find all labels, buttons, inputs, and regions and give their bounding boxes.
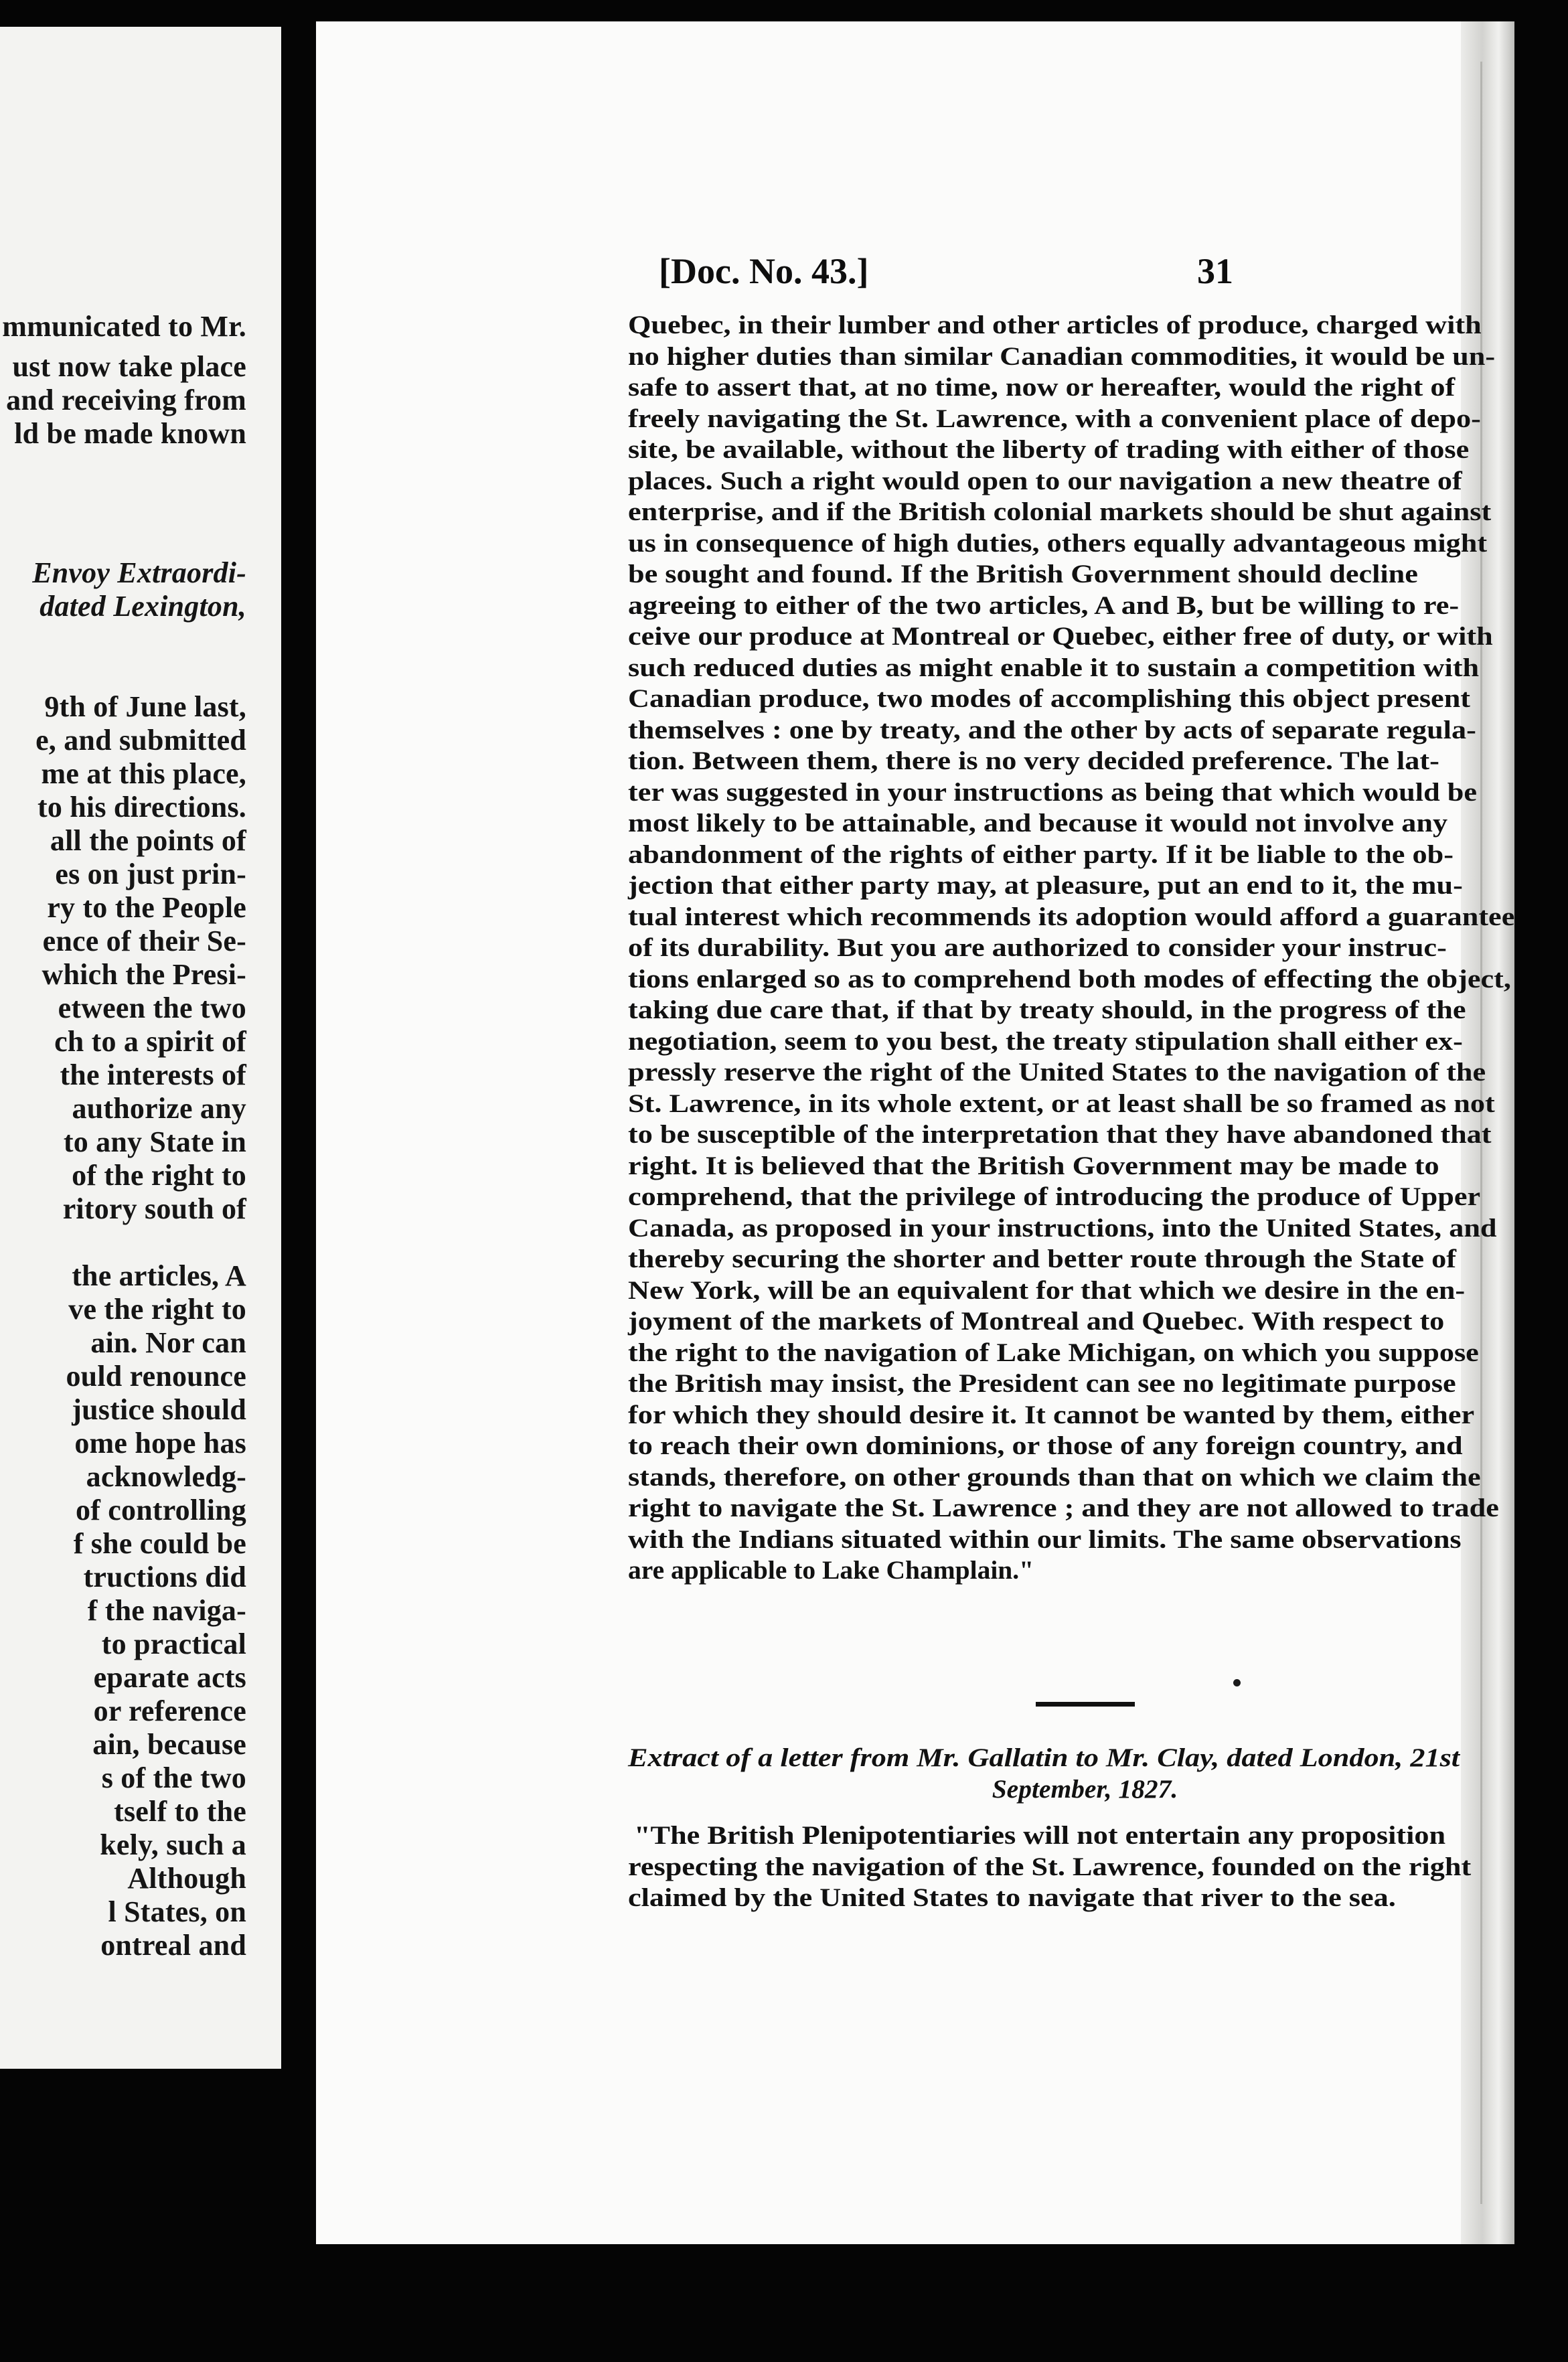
body-line — [316, 1056, 1514, 1088]
left-page-text-fragment: to his directions. — [37, 791, 246, 823]
body-line — [316, 465, 1514, 497]
body-line — [316, 807, 1514, 839]
extract-heading-line — [316, 1774, 1514, 1805]
body-line — [316, 1368, 1514, 1399]
left-page-text-fragment: ve the right to — [68, 1293, 246, 1326]
body-line — [316, 932, 1514, 963]
body-line — [316, 1399, 1514, 1431]
body-line-text: jection that either party may, at pleasure, put an end to it, the mu- — [628, 870, 1463, 900]
body-line-text: abandonment of the rights of either party. If it be liable to the ob- — [628, 839, 1454, 869]
left-page-text-fragment: etween the two — [58, 992, 246, 1024]
extract-heading-text: Extract of a letter from Mr. Gallatin to Mr. Clay, dated London, 21st — [628, 1743, 1460, 1772]
running-header — [316, 250, 1514, 297]
right-page — [316, 21, 1514, 2244]
left-page — [0, 27, 283, 2069]
left-page-text-fragment: kely, such a — [100, 1828, 246, 1861]
body-line-text: tions enlarged so as to comprehend both modes of effecting the object, — [628, 963, 1511, 994]
page-number: 31 — [1197, 251, 1233, 291]
body-line — [316, 901, 1514, 933]
body-line — [316, 1181, 1514, 1212]
left-page-text-fragment: ence of their Se- — [42, 925, 246, 957]
body-line — [316, 496, 1514, 528]
body-line — [316, 1243, 1514, 1275]
body-line-text: of its durability. But you are authorized to consider your instruc- — [628, 933, 1447, 962]
body-line-text: safe to assert that, at no time, now or hereafter, would the right of — [628, 372, 1456, 402]
body-line — [316, 1026, 1514, 1057]
left-page-text-fragment: tructions did — [83, 1561, 246, 1593]
extract-body-line-text: respecting the navigation of the St. Lawrence, founded on the right — [628, 1851, 1472, 1881]
left-page-text-fragment: to practical — [101, 1628, 246, 1660]
body-line-text: ter was suggested in your instructions as being that which would be — [628, 777, 1477, 807]
body-line — [316, 1275, 1514, 1306]
extract-heading — [316, 1742, 1514, 1804]
body-line — [316, 714, 1514, 746]
body-line — [316, 1462, 1514, 1493]
body-line-text: joyment of the markets of Montreal and Quebec. With respect to — [628, 1306, 1445, 1336]
body-line-text: tion. Between them, there is no very decided preference. The lat- — [628, 746, 1439, 775]
body-line — [316, 870, 1514, 901]
body-line — [316, 1492, 1514, 1524]
body-line-text: right to navigate the St. Lawrence ; and they are not allowed to trade — [628, 1493, 1499, 1522]
left-page-text-fragment: ld be made known — [14, 417, 246, 450]
body-line — [316, 528, 1514, 559]
body-line-text: the right to the navigation of Lake Michigan, on which you suppose — [628, 1337, 1479, 1367]
extract-heading-line — [316, 1742, 1514, 1774]
body-line-text: site, be available, without the liberty of trading with either of those — [628, 435, 1470, 464]
left-page-text-fragment: ry to the People — [47, 891, 246, 924]
body-line-text: Canadian produce, two modes of accomplishing this object present — [628, 684, 1471, 713]
body-line-text: places. Such a right would open to our navigation a new theatre of — [628, 465, 1462, 495]
body-line-text: agreeing to either of the two articles, A and B, but be willing to re- — [628, 590, 1460, 620]
left-page-text-fragment: to any State in — [63, 1125, 246, 1158]
body-line-text: the British may insist, the President can see no legitimate purpose — [628, 1368, 1456, 1398]
left-page-text-fragment: authorize any — [72, 1092, 246, 1125]
left-page-text-fragment: f she could be — [73, 1527, 246, 1560]
extract-heading-text: September, 1827. — [992, 1774, 1178, 1804]
left-page-text-fragment: 9th of June last, — [44, 690, 246, 723]
body-line — [316, 403, 1514, 435]
body-line-text: most likely to be attainable, and because it would not involve any — [628, 808, 1448, 838]
body-line — [316, 963, 1514, 995]
left-page-text-fragment: f the naviga- — [87, 1594, 246, 1627]
body-line-text: pressly reserve the right of the United States to the navigation of the — [628, 1057, 1486, 1087]
body-line-text: themselves : one by treaty, and the other by acts of separate regula- — [628, 714, 1476, 744]
left-page-text-fragment: ritory south of — [62, 1192, 246, 1225]
left-page-text-fragment: the interests of — [60, 1058, 246, 1091]
body-line — [316, 372, 1514, 403]
body-line-text: enterprise, and if the British colonial markets should be shut against — [628, 497, 1492, 526]
body-line-text: St. Lawrence, in its whole extent, or at least shall be so framed as not — [628, 1088, 1495, 1118]
body-line-text: comprehend, that the privilege of introducing the produce of Upper — [628, 1182, 1481, 1211]
left-page-text-fragment: e, and submitted — [35, 724, 246, 757]
body-line — [316, 590, 1514, 621]
body-line-text: to reach their own dominions, or those of any foreign country, and — [628, 1431, 1463, 1460]
left-page-text-fragment: ain, because — [92, 1728, 246, 1761]
left-page-text-fragment: and receiving from — [6, 384, 246, 416]
body-line-text: ceive our produce at Montreal or Quebec, either free of duty, or with — [628, 621, 1493, 651]
left-page-text-fragment: the articles, A — [72, 1259, 246, 1292]
body-line-text: freely navigating the St. Lawrence, with a convenient place of depo- — [628, 403, 1481, 433]
body-line-text: for which they should desire it. It cannot be wanted by them, either — [628, 1399, 1475, 1429]
left-page-text-fragment: Although — [127, 1862, 246, 1895]
left-page-text-fragment: which the Presi- — [42, 958, 246, 991]
left-page-text-fragment: Envoy Extraordi- — [32, 556, 246, 589]
left-page-text-fragment: mmunicated to Mr. — [2, 310, 246, 343]
left-page-text-fragment: justice should — [72, 1393, 246, 1426]
body-line — [316, 1306, 1514, 1337]
body-line-text: thereby securing the shorter and better route through the State of — [628, 1244, 1456, 1273]
left-page-text-fragment: es on just prin- — [55, 858, 246, 890]
left-page-text-fragment: ontreal and — [100, 1929, 246, 1962]
left-page-text-fragment: dated Lexington, — [40, 590, 246, 623]
body-line — [316, 839, 1514, 870]
body-line-text: us in consequence of high duties, others equally advantageous might — [628, 528, 1488, 558]
body-line-text: tual interest which recommends its adoption would afford a guarantee — [628, 901, 1514, 931]
body-line-text: New York, will be an equivalent for that which we desire in the en- — [628, 1275, 1466, 1305]
body-line — [316, 994, 1514, 1026]
body-line-text: to be susceptible of the interpretation that they have abandoned that — [628, 1119, 1492, 1149]
ink-speck — [1233, 1679, 1241, 1686]
body-line-text: taking due care that, if that by treaty should, in the progress of the — [628, 995, 1466, 1024]
left-page-text-fragment: ould renounce — [66, 1360, 246, 1393]
body-line-text: Quebec, in their lumber and other articles of produce, charged with — [628, 310, 1482, 339]
body-line-text: with the Indians situated within our limits. The same observations — [628, 1524, 1462, 1554]
left-page-text-fragment: s of the two — [101, 1761, 246, 1794]
left-page-text-fragment: tself to the — [114, 1795, 246, 1828]
left-page-text-fragment: or reference — [93, 1695, 246, 1727]
extract-body-line — [316, 1851, 1514, 1883]
left-page-text-fragment: me at this place, — [41, 757, 246, 790]
body-line-text: such reduced duties as might enable it to sustain a competition with — [628, 652, 1480, 682]
body-line — [316, 1088, 1514, 1119]
extract-body-text — [316, 1820, 1514, 1913]
extract-body-line-text: "The British Plenipotentiaries will not entertain any proposition — [634, 1820, 1446, 1850]
body-line — [316, 1150, 1514, 1182]
left-page-text-fragment: ust now take place — [12, 350, 246, 383]
book-gutter — [281, 0, 316, 2362]
extract-body-line — [316, 1882, 1514, 1913]
body-line — [316, 558, 1514, 590]
left-page-text-fragment: ain. Nor can — [90, 1326, 246, 1359]
body-line-text: Canada, as proposed in your instructions, into the United States, and — [628, 1212, 1497, 1243]
body-line — [316, 1555, 1514, 1586]
left-page-text-fragment: eparate acts — [93, 1661, 246, 1694]
body-line-text: stands, therefore, on other grounds than that on which we claim the — [628, 1462, 1481, 1492]
extract-body-line — [316, 1820, 1514, 1851]
left-page-text-fragment: all the points of — [50, 824, 246, 857]
body-line — [316, 652, 1514, 684]
body-line — [316, 683, 1514, 714]
body-line — [316, 434, 1514, 465]
document-number: [Doc. No. 43.] — [659, 251, 869, 291]
section-divider — [1036, 1702, 1135, 1707]
body-line — [316, 621, 1514, 652]
body-line — [316, 1524, 1514, 1555]
body-line-text: be sought and found. If the British Government should decline — [628, 559, 1418, 588]
body-line — [316, 1212, 1514, 1244]
left-page-text-fragment: of the right to — [72, 1159, 246, 1192]
extract-body-line-text: claimed by the United States to navigate that river to the sea. — [628, 1883, 1396, 1912]
left-page-text-fragment: l States, on — [108, 1895, 246, 1928]
left-page-text-fragment: acknowledg- — [86, 1460, 246, 1493]
main-body-text — [316, 309, 1514, 1586]
left-page-text-fragment: ch to a spirit of — [54, 1025, 246, 1058]
body-line — [316, 1119, 1514, 1150]
body-line-text: no higher duties than similar Canadian commodities, it would be un- — [628, 341, 1496, 371]
body-line — [316, 1430, 1514, 1462]
body-line — [316, 745, 1514, 777]
left-page-text-fragment: ome hope has — [74, 1427, 246, 1460]
body-line — [316, 341, 1514, 372]
body-line — [316, 777, 1514, 808]
body-line — [316, 309, 1514, 341]
left-page-text-fragment: of controlling — [76, 1494, 246, 1526]
body-line-text: are applicable to Lake Champlain." — [628, 1555, 1034, 1585]
body-line — [316, 1337, 1514, 1368]
body-line-text: right. It is believed that the British Government may be made to — [628, 1150, 1439, 1180]
body-line-text: negotiation, seem to you best, the treaty stipulation shall either ex- — [628, 1026, 1463, 1056]
